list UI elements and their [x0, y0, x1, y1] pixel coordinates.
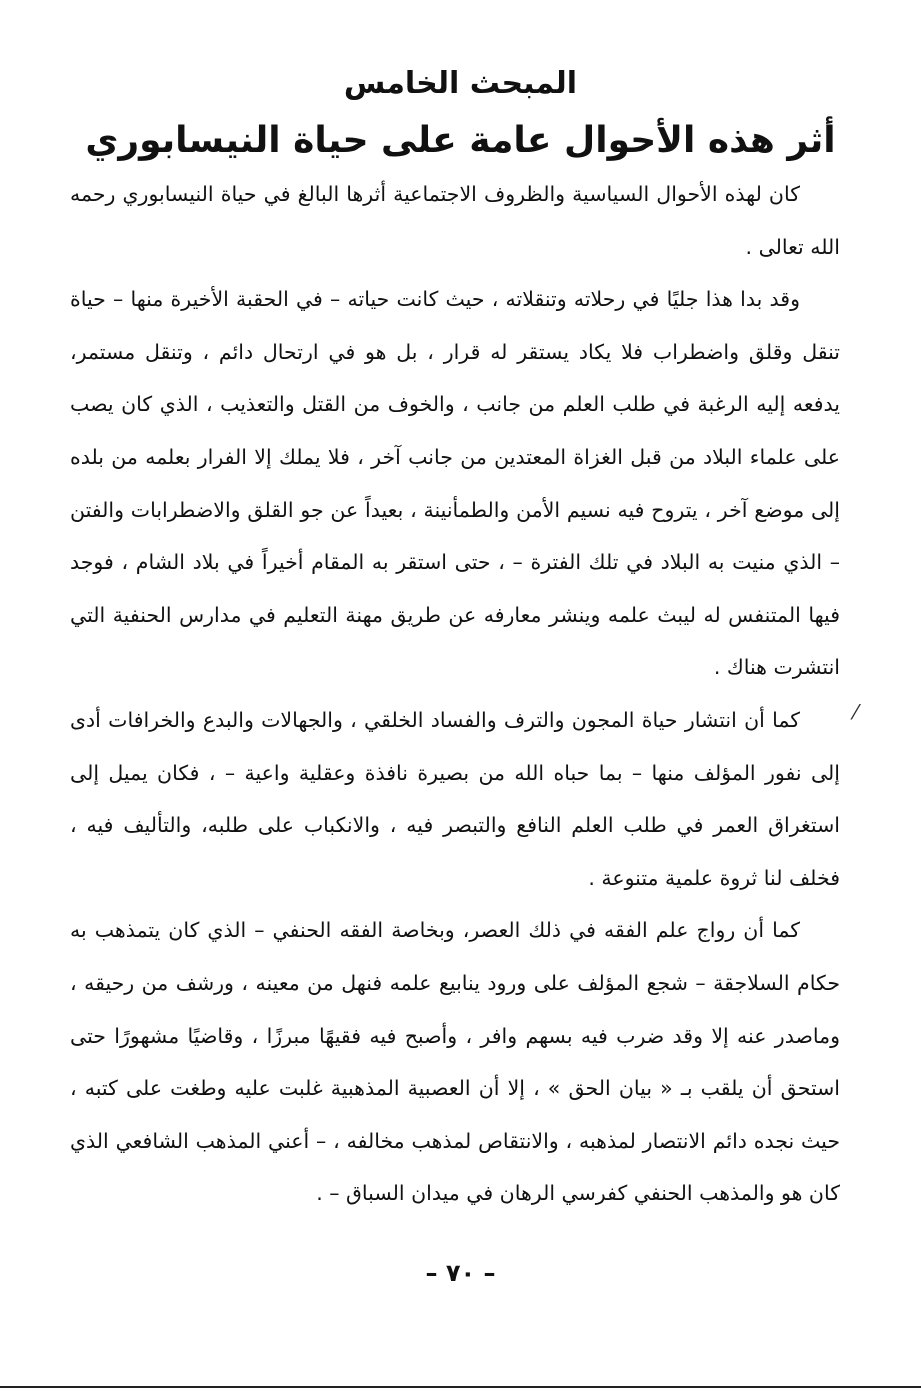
body-text [70, 168, 840, 1220]
margin-mark: ⁄ [854, 700, 858, 724]
paragraph: وقد بدا هذا جليًا في رحلاته وتنقلاته ، حيث كانت حياته – في الحقبة الأخيرة منها – حياة تنقل وقلق واضطراب فلا يكاد يستقر له قرار ، بل هو في ارتحال دائم ، وتنقل مستمر، يدفعه إليه الرغبة في طلب العلم من جانب ، والخوف من القتل والتعذيب ، الذي كان يصب على علماء البلاد من قبل الغزاة المعتدين من جانب آخر ، فلا يملك إلا الفرار بعلمه من بلده إلى موضع آخر ، يتروح فيه نسيم الأمن والطمأنينة ، بعيداً عن جو القلق والاضطرابات والفتن – الذي منيت به البلاد في تلك الفترة – ، حتى استقر به المقام أخيراً في بلاد الشام ، فوجد فيها المتنفس له ليبث علمه وينشر معارفه عن طريق مهنة التعليم في مدارس الحنفية التي انتشرت هناك . [70, 287, 840, 680]
paragraph: كما أن رواج علم الفقه في ذلك العصر، وبخاصة الفقه الحنفي – الذي كان يتمذهب به حكام السلاجقة – شجع المؤلف على ورود ينابيع علمه فنهل من معينه ، ورشف من رحيقه ، وماصدر عنه إلا وقد ضرب فيه بسهم وافر ، وأصبح فيه فقيهًا مبرزًا ، وقاضيًا مشهورًا حتى استحق أن يلقب بـ « بيان الحق » ، إلا أن العصبية المذهبية غلبت عليه وطغت على كتبه ، حيث نجده دائم الانتصار لمذهبه ، والانتقاص لمذهب مخالفه ، – أعني المذهب الشافعي الذي كان هو والمذهب الحنفي كفرسي الرهان في ميدان السباق – . [70, 918, 840, 1206]
section-label: المبحث الخامس [343, 66, 578, 101]
paragraph: كما أن انتشار حياة المجون والترف والفساد الخلقي ، والجهالات والبدع والخرافات أدى إلى نفور المؤلف منها – بما حباه الله من بصيرة نافذة وعقلية واعية – ، فكان يميل إلى استغراق العمر في طلب العلم النافع والتبصر فيه ، والانكباب على طلبه، والتأليف فيه ، فخلف لنا ثروة علمية متنوعة . [70, 707, 840, 890]
page-number: – ٧٠ – [425, 1259, 496, 1287]
section-title: أثر هذه الأحوال عامة على حياة النيسابوري [85, 120, 836, 161]
paragraph: كان لهذه الأحوال السياسية والظروف الاجتماعية أثرها البالغ في حياة النيسابوري رحمه الله تعالى . [70, 182, 840, 259]
bottom-rule [0, 1386, 921, 1388]
